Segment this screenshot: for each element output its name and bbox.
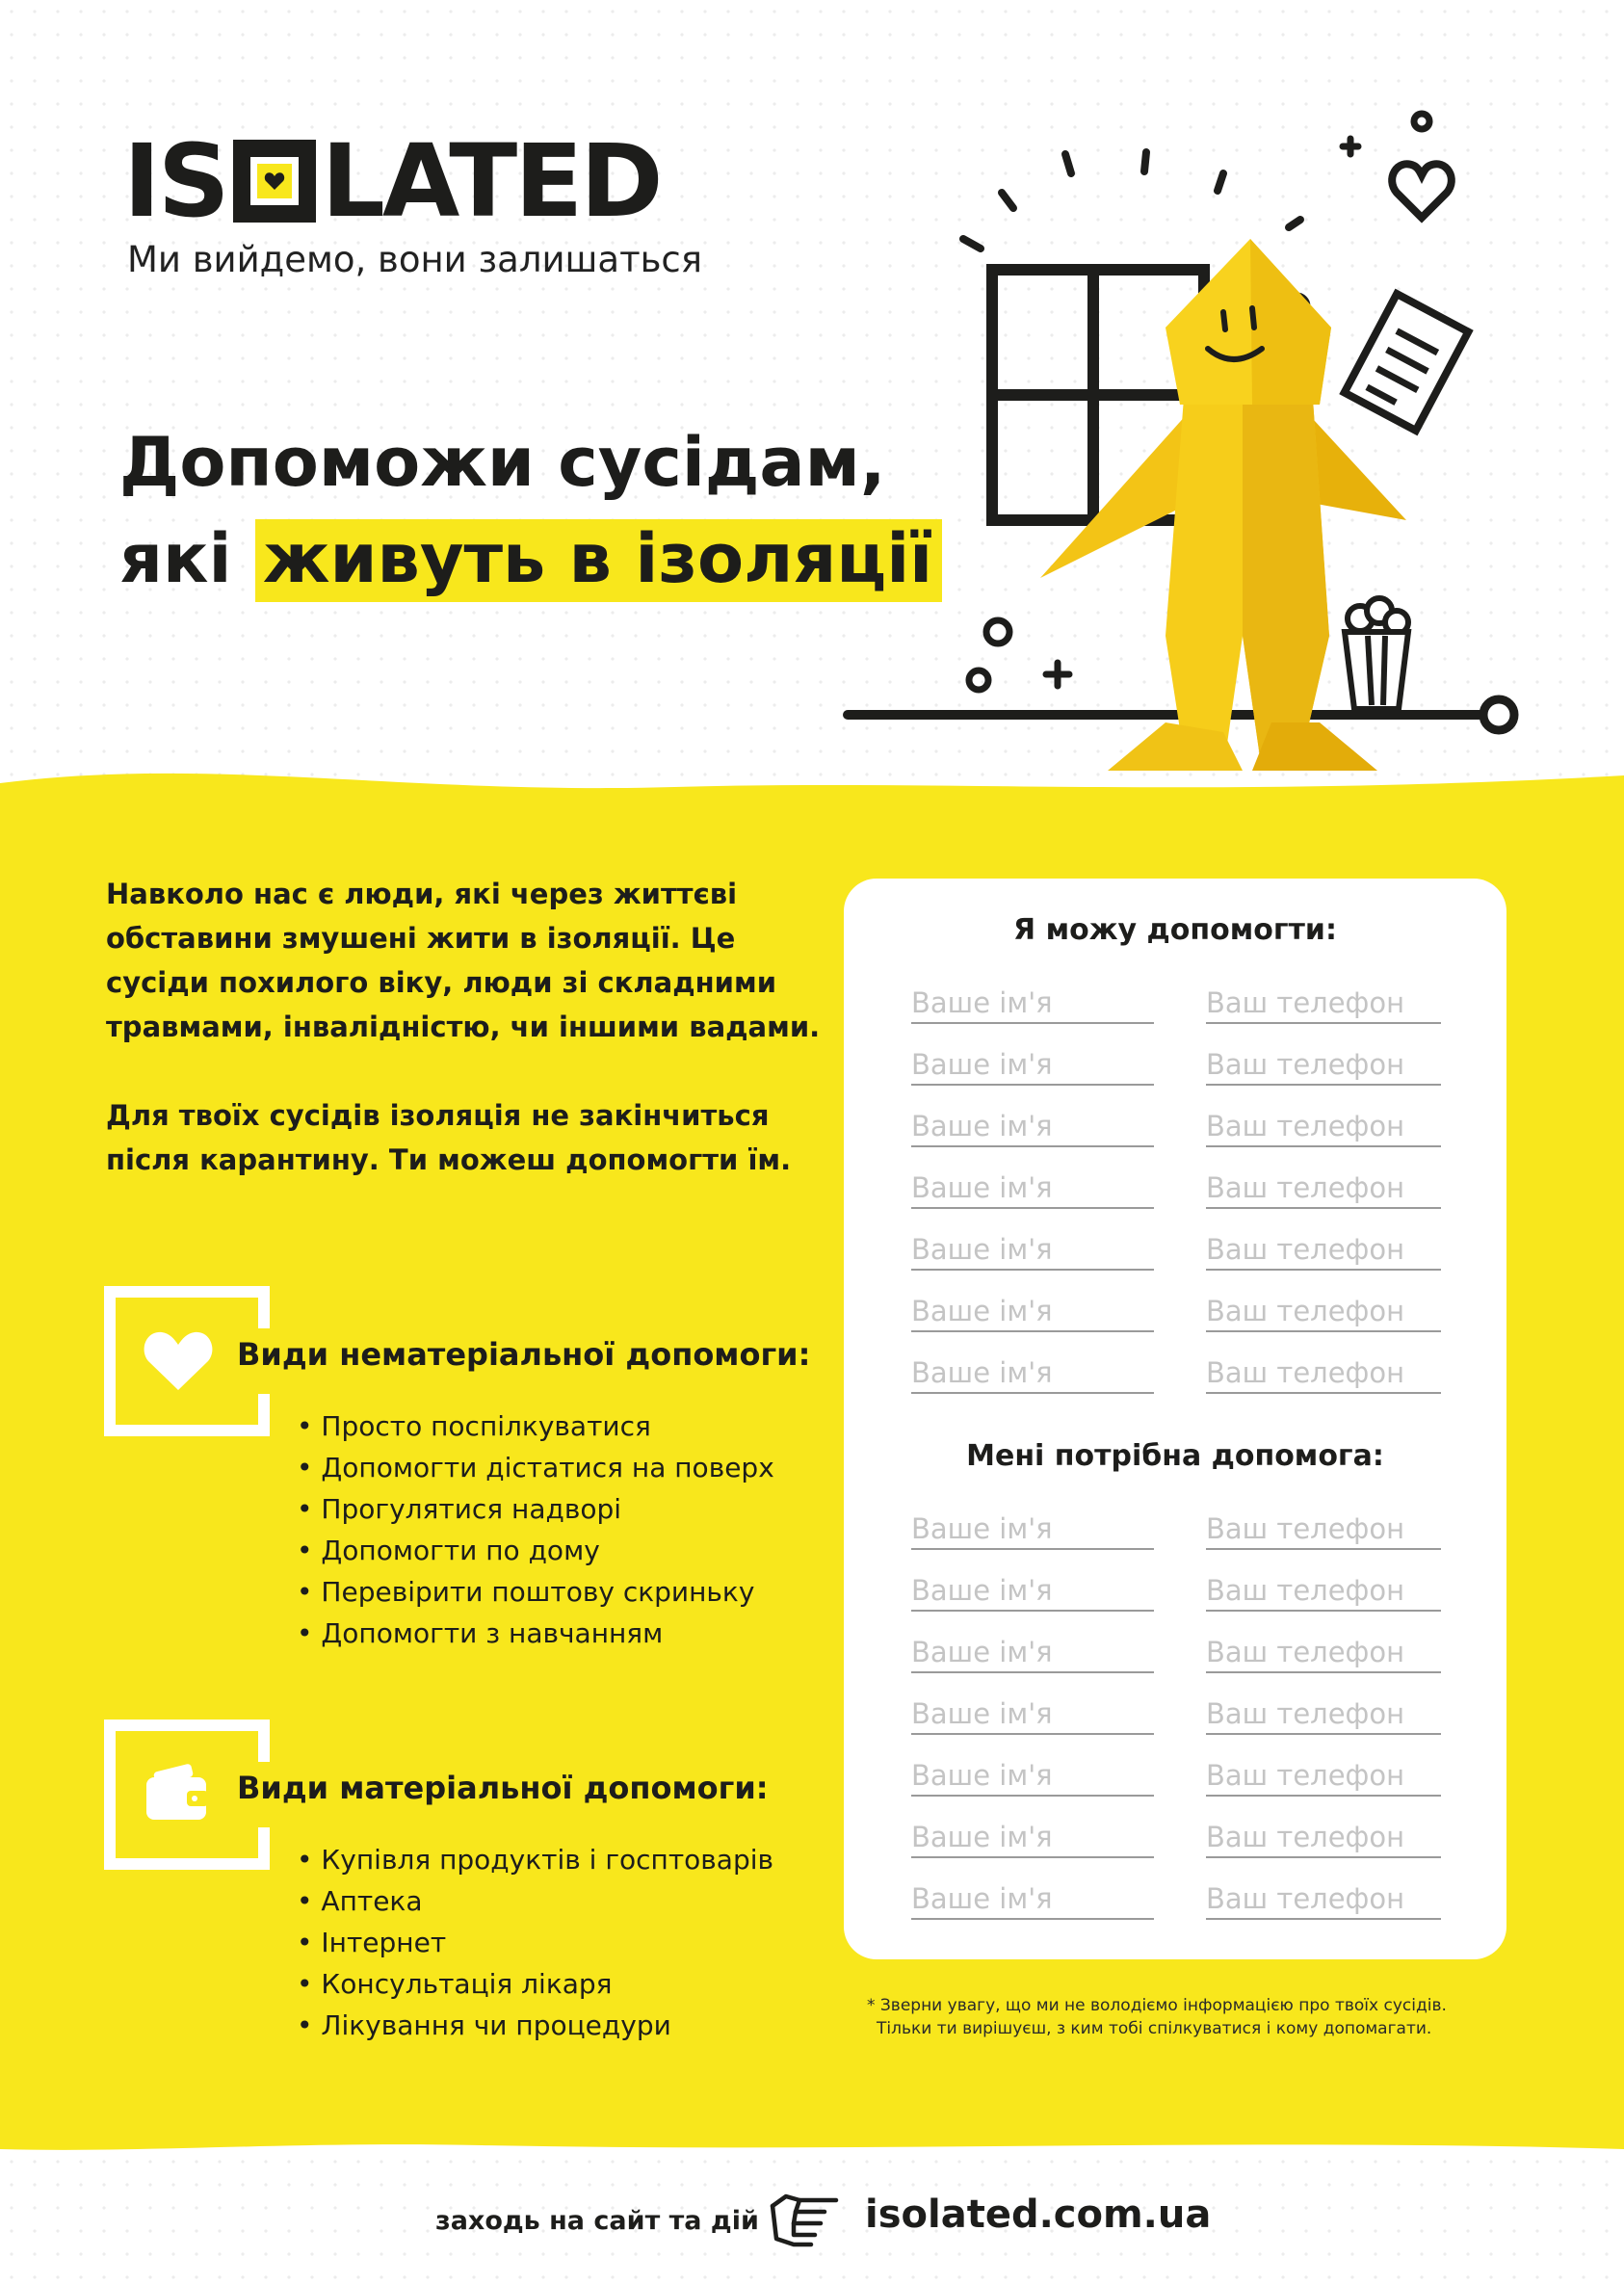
non-material-help-list [297, 1405, 774, 1654]
can-help-name-field[interactable] [911, 1160, 1154, 1209]
need-help-name-field[interactable] [911, 1871, 1154, 1920]
headline-line-2-plain: які [119, 519, 232, 598]
list-item: • Допомогти дістатися на поверх [297, 1447, 774, 1488]
list-item: • Допомогти з навчанням [297, 1613, 774, 1654]
disclaimer [867, 1994, 1522, 2040]
form-row [911, 1871, 1441, 1932]
need-help-rows [911, 1501, 1441, 1932]
form-row [911, 1345, 1441, 1406]
can-help-name-field[interactable] [911, 1037, 1154, 1086]
need-help-phone-field[interactable] [1206, 1624, 1441, 1673]
list-item: • Консультація лікаря [297, 1963, 773, 2005]
form-row [911, 1747, 1441, 1809]
need-help-phone-field[interactable] [1206, 1871, 1441, 1920]
website-link[interactable]: isolated.com.ua [865, 2192, 1212, 2237]
headline-line-1: Допоможи сусідам, [119, 423, 886, 502]
form-row [911, 1098, 1441, 1160]
can-help-name-field[interactable] [911, 1283, 1154, 1332]
list-item: • Аптека [297, 1880, 773, 1922]
intro-text [106, 872, 848, 1182]
list-item: • Прогулятися надворі [297, 1488, 774, 1530]
need-help-phone-field[interactable] [1206, 1809, 1441, 1858]
form-row [911, 1283, 1441, 1345]
can-help-rows [911, 975, 1441, 1406]
origami-window-illustration [838, 96, 1532, 790]
intro-paragraph-1: Навколо нас є люди, які через життєві обставини змушені жити в ізоляції. Це сусіди похилого віку, люди зі складними травмами, інвалідністю, чи іншими вадами. [106, 878, 821, 1043]
page-title [119, 414, 942, 607]
wallet-icon [143, 1764, 214, 1825]
form-row [911, 1809, 1441, 1871]
need-help-name-field[interactable] [911, 1686, 1154, 1735]
headline-highlight: живуть в ізоляції [255, 519, 942, 602]
pointing-hand-icon [767, 2185, 846, 2252]
logo-text-left: IS [123, 122, 227, 240]
can-help-phone-field[interactable] [1206, 1345, 1441, 1394]
can-help-name-field[interactable] [911, 1345, 1154, 1394]
list-item: • Інтернет [297, 1922, 773, 1963]
signup-form-card [844, 879, 1506, 1959]
form-row [911, 1037, 1441, 1098]
logo [123, 122, 661, 240]
can-help-phone-field[interactable] [1206, 1037, 1441, 1086]
can-help-name-field[interactable] [911, 1221, 1154, 1271]
need-help-name-field[interactable] [911, 1562, 1154, 1612]
logo-heart-square-icon [233, 140, 316, 223]
can-help-phone-field[interactable] [1206, 1283, 1441, 1332]
need-help-title: Мені потрібна допомога: [966, 1439, 1384, 1473]
non-material-help-title: Види нематеріальної допомоги: [237, 1336, 811, 1373]
material-help-list [297, 1839, 773, 2046]
list-item: • Лікування чи процедури [297, 2005, 773, 2046]
disclaimer-line-1: * Зверни увагу, що ми не володіємо інформацією про твоїх сусідів. [867, 1996, 1447, 2015]
need-help-phone-field[interactable] [1206, 1501, 1441, 1550]
need-help-name-field[interactable] [911, 1501, 1154, 1550]
heart-icon [143, 1330, 214, 1392]
form-row [911, 1686, 1441, 1747]
form-row [911, 1562, 1441, 1624]
form-row [911, 1501, 1441, 1562]
can-help-phone-field[interactable] [1206, 975, 1441, 1024]
need-help-name-field[interactable] [911, 1809, 1154, 1858]
can-help-name-field[interactable] [911, 975, 1154, 1024]
can-help-phone-field[interactable] [1206, 1221, 1441, 1271]
form-row [911, 1160, 1441, 1221]
can-help-name-field[interactable] [911, 1098, 1154, 1147]
need-help-name-field[interactable] [911, 1624, 1154, 1673]
form-row [911, 975, 1441, 1037]
form-row [911, 1624, 1441, 1686]
need-help-phone-field[interactable] [1206, 1747, 1441, 1797]
list-item: • Перевірити поштову скриньку [297, 1571, 774, 1613]
footer-call-to-action: заходь на сайт та дій [435, 2206, 759, 2236]
tagline: Ми вийдемо, вони залишаться [127, 239, 703, 280]
need-help-phone-field[interactable] [1206, 1562, 1441, 1612]
list-item: • Просто поспілкуватися [297, 1405, 774, 1447]
material-help-title: Види матеріальної допомоги: [237, 1770, 769, 1806]
can-help-phone-field[interactable] [1206, 1098, 1441, 1147]
can-help-phone-field[interactable] [1206, 1160, 1441, 1209]
need-help-name-field[interactable] [911, 1747, 1154, 1797]
form-row [911, 1221, 1441, 1283]
intro-paragraph-2: Для твоїх сусідів ізоляція не закінчиться після карантину. Ти можеш допомогти їм. [106, 1099, 792, 1176]
logo-text-right: LATED [321, 122, 661, 240]
need-help-phone-field[interactable] [1206, 1686, 1441, 1735]
disclaimer-line-2: Тільки ти вирішуєш, з ким тобі спілкуватися і кому допомагати. [877, 2019, 1432, 2038]
list-item: • Купівля продуктів і госптоварів [297, 1839, 773, 1880]
list-item: • Допомогти по дому [297, 1530, 774, 1571]
can-help-title: Я можу допомогти: [1013, 913, 1337, 947]
